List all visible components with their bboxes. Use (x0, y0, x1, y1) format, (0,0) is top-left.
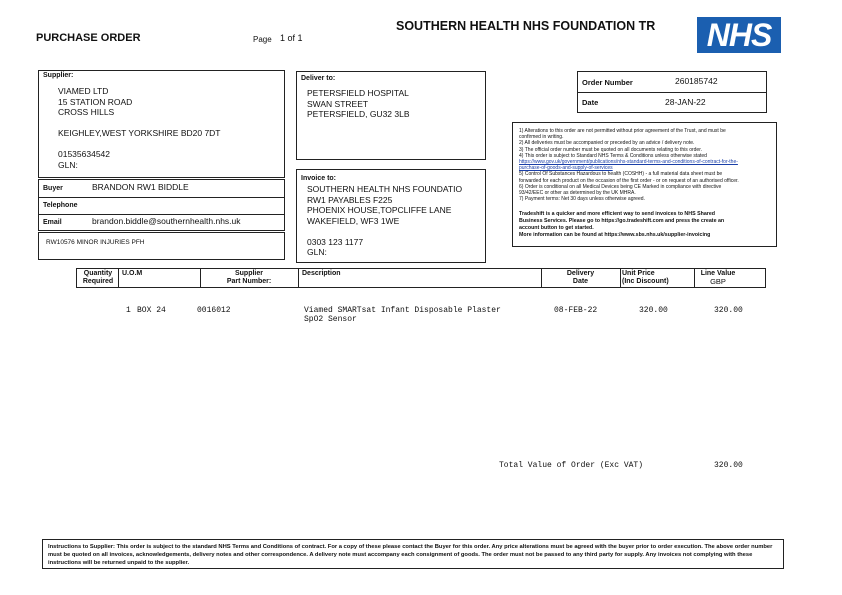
buyer-name: BRANDON RW1 BIDDLE (92, 182, 189, 192)
supplier-line: KEIGHLEY,WEST YORKSHIRE BD20 7DT (58, 128, 221, 138)
col-quantity (78, 270, 118, 286)
tradeshift-line: Business Services. Please go to https://go.tradeshift.com and press the create an (519, 218, 725, 224)
buyer-box (38, 179, 285, 231)
deliver-line: SWAN STREET (307, 98, 369, 109)
supplier-line: 15 STATION ROAD (58, 96, 133, 107)
telephone-label: Telephone (43, 202, 78, 209)
deliver-line: PETERSFIELD, GU32 3LB (307, 109, 410, 119)
total-label: Total Value of Order (Exc VAT) (499, 461, 644, 470)
reference-box (38, 232, 285, 260)
terms-link[interactable]: purchase-of-goods-and-supply-of-services (519, 165, 613, 172)
terms-line: 1) Alterations to this order are not permitted without prior agreement of the Trust, and must be (519, 128, 726, 134)
row-part-number: 0016012 (197, 306, 231, 315)
invoice-to-box (296, 169, 486, 263)
supplier-line (58, 118, 221, 129)
tradeshift-note (519, 211, 771, 239)
invoice-to-address (307, 184, 462, 258)
email-value: brandon.biddle@southernhealth.nhs.uk (92, 216, 241, 226)
deliver-to-label: Deliver to: (301, 75, 336, 82)
supplier-box (38, 70, 285, 178)
reference-text: RW10576 MINOR INJURIES PFH (46, 239, 145, 246)
page-number: 1 of 1 (280, 33, 303, 43)
terms-line: 5) Control Of Substances Hazardous to health (COSHH) - a full material data sheet must be (519, 171, 723, 178)
row-delivery-date: 08-FEB-22 (554, 306, 598, 315)
col-delivery-date (541, 270, 620, 286)
col-unit-price-label: Unit Price (622, 270, 655, 277)
supplier-line: CROSS HILLS (58, 107, 115, 117)
nhs-logo: NHS (697, 17, 781, 53)
col-uom-label: U.O.M (122, 270, 143, 277)
col-unit-price-sub: (Inc Discount) (622, 278, 669, 285)
supplier-line (58, 139, 221, 150)
buyer-label: Buyer (43, 185, 63, 192)
terms-line: 7) Payment terms: Net 30 days unless otherwise agreed. (519, 196, 645, 203)
terms-box (512, 122, 777, 247)
supplier-line: GLN: (58, 159, 78, 170)
col-line-value-sub: GBP (710, 277, 726, 286)
tradeshift-line: More information can be found at https://www.sbs.nhs.uk/supplier-invoicing (519, 232, 711, 238)
supplier-instructions: Instructions to Supplier: This order is subject to the standard NHS Terms and Conditions of contract. For a copy of these please contact the Buyer for this order. Any price alterations must be agreed with the buyer prior to order execution. The above order number must be quoted on all invoices, acknowledgements, delivery notes and other correspondence. A delivery note must accompany each consignment of goods. The order must not be passed to any third party for supply. Any invoices not complying with these instructions will be returned unpaid to the supplier. (48, 544, 773, 566)
organisation-name: SOUTHERN HEALTH NHS FOUNDATION TR (396, 19, 656, 33)
col-supplier-part (210, 270, 288, 286)
invoice-line: RW1 PAYABLES F225 (307, 194, 393, 205)
supplier-line: 01535634542 (58, 149, 111, 159)
deliver-to-box (296, 71, 486, 160)
order-number-value: 260185742 (675, 76, 718, 86)
invoice-line (307, 226, 462, 237)
col-uom (118, 270, 212, 278)
terms-list (519, 128, 771, 202)
tradeshift-line: Tradeshift is a quicker and more efficient way to send invoices to NHS Shared (519, 211, 716, 217)
col-supplier-sub: Part Number: (226, 278, 272, 285)
document-title: PURCHASE ORDER (36, 32, 141, 44)
col-delivery-sub: Date (572, 278, 589, 285)
row-description-line: Viamed SMARTsat Infant Disposable Plaster (304, 306, 501, 315)
terms-line: 4) This order is subject to Standard NHS Terms & Conditions unless otherwise stated (519, 152, 707, 159)
supplier-instructions-box (42, 539, 784, 569)
deliver-to-address (307, 88, 410, 120)
terms-line: 6) Order is conditional on all Medical Devices being CE Marked in compliance with directive (519, 183, 722, 190)
invoice-to-label: Invoice to: (301, 175, 337, 182)
col-description (302, 270, 422, 278)
terms-line: 93/42/EEC or other as determined by the UK MHRA. (519, 190, 636, 197)
email-label: Email (43, 219, 62, 226)
col-quantity-sub: Required (82, 278, 114, 285)
supplier-line: VIAMED LTD (58, 86, 109, 96)
col-line-value (694, 270, 742, 286)
supplier-label: Supplier: (43, 72, 74, 79)
terms-line: confirmed in writing. (519, 134, 564, 141)
col-supplier-label: Supplier (234, 270, 263, 277)
invoice-line: GLN: (307, 247, 327, 257)
col-description-label: Description (302, 270, 341, 277)
row-quantity: 1 (126, 306, 131, 315)
page-label: Page (253, 35, 272, 44)
invoice-line: SOUTHERN HEALTH NHS FOUNDATIO (307, 184, 463, 194)
terms-line: 3) The official order number must be quoted on all documents relating to this order. (519, 146, 702, 153)
col-delivery-label: Delivery (566, 270, 595, 277)
row-unit-price: 320.00 (639, 306, 668, 315)
row-line-value: 320.00 (714, 306, 743, 315)
row-description-line: SpO2 Sensor (304, 315, 357, 324)
order-number-label: Order Number (582, 78, 633, 87)
supplier-address (58, 86, 221, 170)
order-date-value: 28-JAN-22 (665, 97, 706, 107)
invoice-line: PHOENIX HOUSE,TOPCLIFFE LANE (307, 205, 452, 215)
terms-line: 2) All deliveries must be accompanied or preceded by an advice / delivery note. (519, 140, 695, 147)
order-info-box (577, 71, 767, 113)
col-quantity-label: Quantity (83, 270, 113, 277)
total-value: 320.00 (714, 461, 743, 470)
col-unit-price (622, 270, 694, 286)
col-line-value-label: Line Value (700, 270, 736, 277)
row-description (304, 306, 501, 324)
tradeshift-line: account button to get started. (519, 225, 594, 231)
invoice-line: WAKEFIELD, WF3 1WE (307, 215, 400, 226)
deliver-line: PETERSFIELD HOSPITAL (307, 88, 409, 98)
terms-link[interactable]: https://www.gov.uk/government/publications/nhs-standard-terms-and-conditions-of-contract-for-the- (519, 159, 738, 166)
terms-line: forwarded for each product on the occasion of the first order - or on request of an authorised officer. (519, 177, 739, 184)
row-uom: BOX 24 (137, 306, 166, 315)
invoice-line: 0303 123 1177 (307, 236, 364, 247)
order-date-label: Date (582, 98, 599, 107)
